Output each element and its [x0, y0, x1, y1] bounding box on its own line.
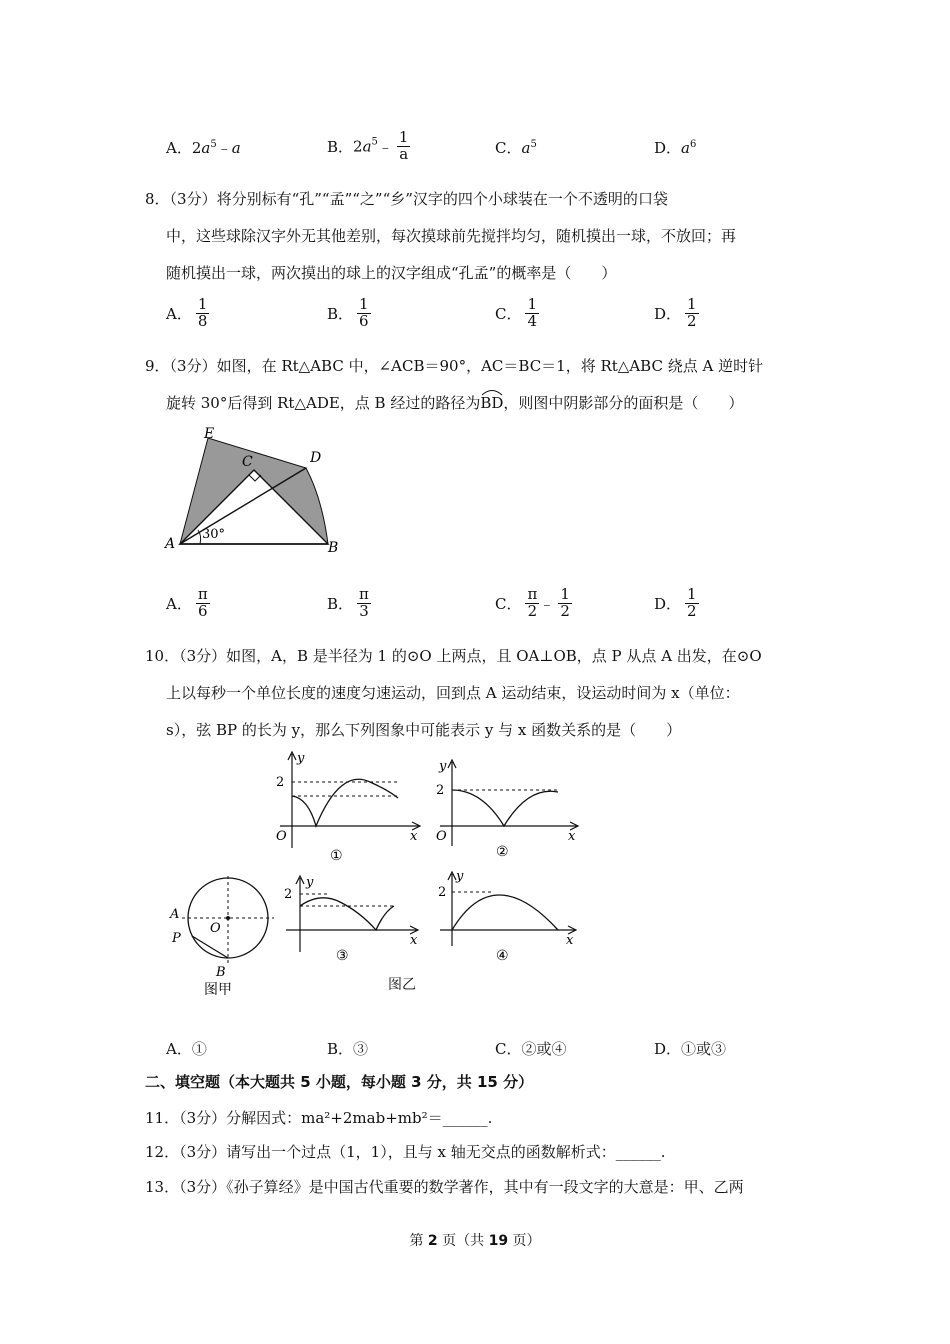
svg-text:①: ① [330, 848, 343, 864]
graph-3 [280, 872, 430, 972]
svg-text:x: x [410, 933, 418, 948]
q9-line2: 旋转 30°后得到 Rt△ADE，点 B 经过的路径为 BD，则图中阴影部分的面积是（ ） [166, 392, 743, 413]
q13: 13．（3分）《孙子算经》是中国古代重要的数学著作，其中有一段文字的大意是：甲、乙两 [145, 1178, 744, 1196]
label-a: A [165, 536, 176, 552]
label-e: E [204, 426, 215, 442]
label-d: D [310, 450, 322, 466]
q8-option-a: A． $\frac{1}{8}$ [166, 295, 208, 330]
q10-line2: 上以每秒一个单位长度的速度匀速运动，回到点 A 运动结束，设运动时间为 x（单位： [166, 684, 740, 702]
svg-text:y: y [456, 869, 464, 884]
q12: 12．（3分）请写出一个过点（1，1），且与 x 轴无交点的函数解析式：______. [145, 1143, 666, 1161]
graph-1 [270, 748, 430, 868]
q10-option-b: B．③ [327, 1040, 369, 1058]
svg-text:④: ④ [496, 948, 509, 964]
q7-option-c: C．$a^5$ [495, 139, 537, 157]
svg-text:图甲: 图甲 [204, 982, 232, 998]
svg-text:y: y [297, 751, 305, 766]
q9-option-d: D． $\frac{1}{2}$ [654, 585, 697, 620]
q8-option-c: C． $\frac{1}{4}$ [495, 295, 538, 330]
graph-2 [432, 756, 592, 866]
svg-text:2: 2 [438, 885, 447, 900]
svg-text:P: P [172, 931, 181, 946]
label-c: C [242, 454, 253, 470]
svg-text:y: y [306, 875, 314, 890]
svg-text:x: x [568, 829, 576, 844]
q9-option-b: B． $\frac{\pi}{3}$ [327, 585, 369, 620]
q8-line2: 中，这些球除汉字外无其他差别，每次摸球前先搅拌均匀，随机摸出一球，不放回；再 [166, 227, 737, 245]
svg-text:2: 2 [436, 783, 445, 798]
q8-option-d: D． $\frac{1}{2}$ [654, 295, 697, 330]
svg-text:y: y [439, 759, 447, 774]
svg-text:2: 2 [276, 775, 285, 790]
q10-line3: s），弦 BP 的长为 y，那么下列图象中可能表示 y 与 x 函数关系的是（ ） [166, 721, 682, 739]
page-footer: 第 2 页（共 19 页） [409, 1233, 541, 1249]
label-b: B [328, 540, 339, 556]
circle-figure [166, 872, 276, 1002]
q8-line1: 8．（3分）将分别标有“孔”“孟”“之”“乡”汉字的四个小球装在一个不透明的口袋 [145, 190, 668, 208]
svg-text:O: O [276, 829, 287, 844]
svg-text:x: x [410, 829, 418, 844]
q11: 11．（3分）分解因式：ma²+2mab+mb²＝______. [145, 1109, 493, 1127]
q9-option-a: A． $\frac{\pi}{6}$ [166, 585, 208, 620]
svg-text:O: O [210, 921, 221, 936]
q10-line1: 10．（3分）如图，A，B 是半径为 1 的⊙O 上两点，且 OA⊥OB，点 P 从点 A 出发，在⊙O [145, 647, 762, 665]
q7-option-a: A．$2a^5﹣a$ [166, 139, 241, 157]
svg-text:O: O [436, 829, 447, 844]
q9-figure [160, 418, 350, 558]
q8-option-b: B． $\frac{1}{6}$ [327, 295, 369, 330]
q10-option-a: A．① [166, 1040, 207, 1058]
q7-option-b: B．$2a^5﹣$ $\frac{1}{a}$ [327, 128, 409, 163]
q8-line3: 随机摸出一球，两次摸出的球上的汉字组成“孔孟”的概率是（ ） [166, 264, 617, 282]
label-tu-yi: 图乙 [388, 977, 416, 993]
svg-text:x: x [566, 933, 574, 948]
q7-option-d: D．$a^6$ [654, 139, 697, 157]
graph-4 [434, 866, 584, 966]
svg-text:A: A [170, 907, 180, 922]
svg-text:2: 2 [284, 887, 293, 902]
svg-text:③: ③ [336, 948, 349, 964]
q10-option-d: D．①或③ [654, 1040, 727, 1058]
q9-line1: 9．（3分）如图，在 Rt△ABC 中，∠ACB＝90°，AC＝BC＝1，将 Rt△ABC 绕点 A 逆时针 [145, 357, 764, 375]
svg-text:②: ② [496, 844, 509, 860]
section-2-heading: 二、填空题（本大题共 5 小题，每小题 3 分，共 15 分） [145, 1073, 534, 1091]
q10-option-c: C．②或④ [495, 1040, 567, 1058]
q9-option-c: C． $\frac{\pi}{2}$ ﹣ $\frac{1}{2}$ [495, 585, 570, 620]
label-angle: 30° [202, 527, 226, 542]
svg-text:B: B [216, 965, 226, 980]
arc-notation: BD [480, 392, 503, 412]
